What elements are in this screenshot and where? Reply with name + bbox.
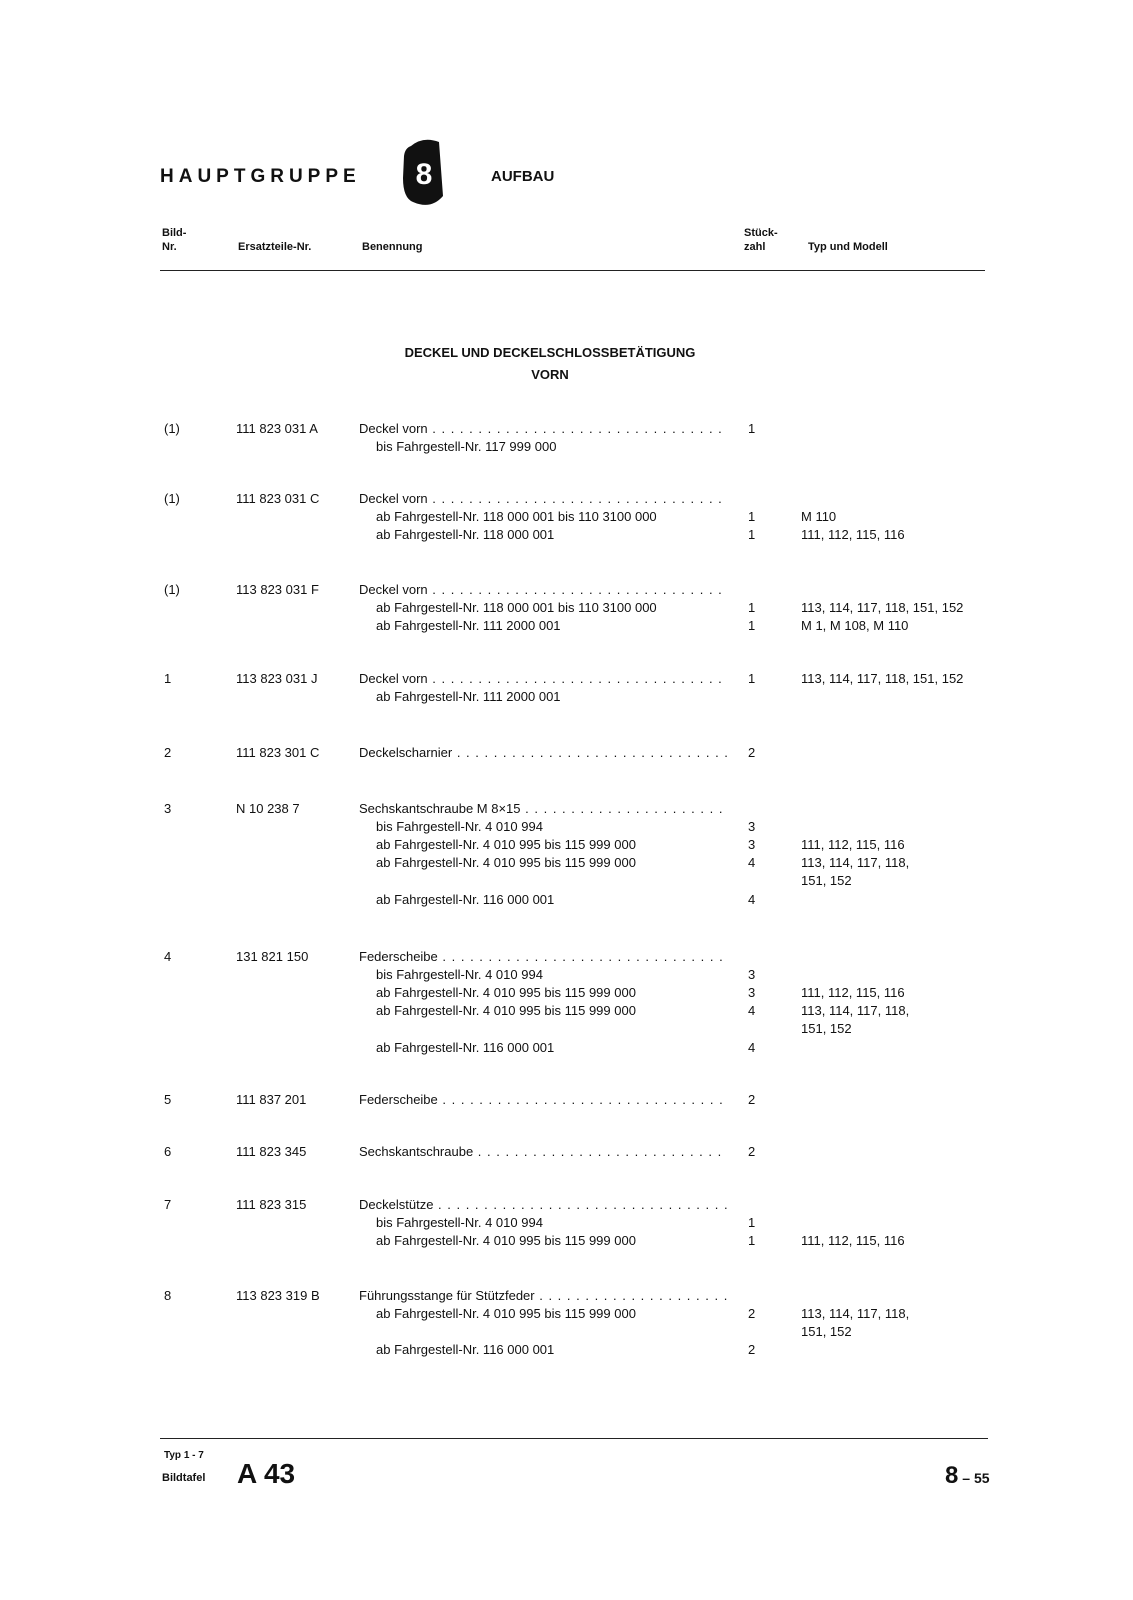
- part-designation: Führungsstange für Stützfeder . . .: [359, 1287, 728, 1305]
- group-name: AUFBAU: [491, 168, 555, 185]
- part-designation: Federscheibe . . .: [359, 1091, 728, 1109]
- quantity: 4: [748, 1003, 756, 1019]
- part-number: 111 823 031 C: [236, 491, 320, 506]
- quantity: 4: [748, 855, 756, 871]
- chassis-range: ab Fahrgestell-Nr. 4 010 995 bis 115 999 000: [376, 985, 636, 1001]
- fig-number: 4: [164, 949, 172, 964]
- type-model: 151, 152: [801, 1324, 852, 1340]
- part-number: 113 823 319 B: [236, 1288, 320, 1303]
- part-designation: Deckel vorn . . .: [359, 490, 728, 508]
- fig-number: 7: [164, 1197, 172, 1212]
- quantity: 2: [748, 745, 756, 760]
- fig-number: 6: [164, 1144, 172, 1159]
- chassis-range: ab Fahrgestell-Nr. 4 010 995 bis 115 999 000: [376, 837, 636, 853]
- group-number-badge: [401, 138, 445, 208]
- type-model: 151, 152: [801, 1021, 852, 1037]
- chassis-range: ab Fahrgestell-Nr. 4 010 995 bis 115 999 000: [376, 1306, 636, 1322]
- chassis-range: ab Fahrgestell-Nr. 111 2000 001: [376, 689, 561, 705]
- type-model: 113, 114, 117, 118, 151, 152: [801, 600, 964, 616]
- col-fig-no-line2: Nr.: [162, 241, 177, 253]
- section-title: [380, 342, 720, 386]
- col-quantity-line2: zahl: [744, 241, 766, 253]
- chassis-range: bis Fahrgestell-Nr. 117 999 000: [376, 439, 557, 455]
- part-number: 111 823 031 A: [236, 421, 318, 436]
- quantity: 3: [748, 985, 756, 1001]
- section-title-line1: DECKEL UND DECKELSCHLOSSBETÄTIGUNG: [404, 345, 696, 360]
- header-rule: [160, 270, 985, 271]
- footer-page-number: 55: [973, 1470, 990, 1486]
- part-number: 113 823 031 F: [236, 582, 319, 597]
- type-model: 113, 114, 117, 118, 151, 152: [801, 671, 964, 686]
- type-model: M 1, M 108, M 110: [801, 618, 909, 634]
- type-model: 113, 114, 117, 118,: [801, 855, 910, 871]
- main-group-title: HAUPTGRUPPE: [160, 166, 361, 187]
- fig-number: 8: [164, 1288, 172, 1303]
- chassis-range: ab Fahrgestell-Nr. 116 000 001: [376, 891, 555, 907]
- col-fig-no: [162, 226, 186, 254]
- type-model: 111, 112, 115, 116: [801, 1233, 905, 1249]
- section-title-line2: VORN: [531, 367, 569, 382]
- quantity: 1: [748, 671, 756, 686]
- quantity: 4: [748, 1039, 756, 1055]
- chassis-range: ab Fahrgestell-Nr. 4 010 995 bis 115 999 000: [376, 855, 636, 871]
- chassis-range: ab Fahrgestell-Nr. 116 000 001: [376, 1342, 555, 1358]
- chassis-range: bis Fahrgestell-Nr. 4 010 994: [376, 1215, 543, 1231]
- fig-number: 1: [164, 671, 172, 686]
- type-model: 111, 112, 115, 116: [801, 527, 905, 543]
- part-designation: Deckelstütze . . .: [359, 1196, 728, 1214]
- part-designation: Sechskantschraube . . .: [359, 1143, 728, 1161]
- type-model: 111, 112, 115, 116: [801, 985, 905, 1001]
- fig-number: (1): [164, 421, 180, 436]
- part-designation: Sechskantschraube M 8×15 . . .: [359, 800, 728, 818]
- group-number: 8: [415, 158, 433, 191]
- quantity: 1: [748, 1215, 756, 1231]
- part-number: 111 837 201: [236, 1092, 307, 1107]
- part-designation: Deckel vorn . . .: [359, 420, 728, 438]
- quantity: 1: [748, 600, 756, 616]
- type-model: 151, 152: [801, 873, 852, 889]
- col-fig-no-line1: Bild-: [162, 227, 187, 239]
- footer-bildtafel-value: A 43: [237, 1458, 296, 1489]
- fig-number: 3: [164, 801, 172, 816]
- col-quantity: [744, 226, 778, 254]
- footer-page: [945, 1462, 990, 1490]
- chassis-range: bis Fahrgestell-Nr. 4 010 994: [376, 967, 543, 983]
- type-model: 111, 112, 115, 116: [801, 837, 905, 853]
- footer-page-dash: –: [958, 1470, 974, 1486]
- quantity: 4: [748, 891, 756, 907]
- fig-number: 2: [164, 745, 172, 760]
- type-model: 113, 114, 117, 118,: [801, 1003, 910, 1019]
- quantity: 1: [748, 1233, 756, 1249]
- chassis-range: ab Fahrgestell-Nr. 118 000 001: [376, 527, 555, 543]
- fig-number: (1): [164, 491, 180, 506]
- quantity: 2: [748, 1092, 756, 1107]
- type-model: M 110: [801, 509, 837, 525]
- chassis-range: ab Fahrgestell-Nr. 4 010 995 bis 115 999 000: [376, 1003, 636, 1019]
- part-number: 111 823 301 C: [236, 745, 320, 760]
- part-number: 111 823 315: [236, 1197, 307, 1212]
- quantity: 3: [748, 819, 756, 835]
- quantity: 2: [748, 1306, 756, 1322]
- part-designation: Deckel vorn . . .: [359, 581, 728, 599]
- quantity: 3: [748, 967, 756, 983]
- footer-page-group: 8: [945, 1462, 959, 1489]
- part-number: 131 821 150: [236, 949, 309, 964]
- fig-number: (1): [164, 582, 180, 597]
- chassis-range: ab Fahrgestell-Nr. 116 000 001: [376, 1039, 555, 1055]
- col-part-number: Ersatzteile-Nr.: [238, 241, 312, 253]
- footer-bildtafel-label: Bildtafel: [162, 1472, 206, 1484]
- chassis-range: ab Fahrgestell-Nr. 111 2000 001: [376, 618, 561, 634]
- quantity: 1: [748, 527, 756, 543]
- part-designation: Deckelscharnier . . .: [359, 744, 728, 762]
- part-number: N 10 238 7: [236, 801, 300, 816]
- quantity: 2: [748, 1342, 756, 1358]
- part-number: 111 823 345: [236, 1144, 307, 1159]
- quantity: 1: [748, 618, 756, 634]
- part-number: 113 823 031 J: [236, 671, 318, 686]
- quantity: 1: [748, 509, 756, 525]
- col-designation: Benennung: [362, 241, 423, 253]
- footer-type: Typ 1 - 7: [164, 1450, 204, 1461]
- chassis-range: ab Fahrgestell-Nr. 118 000 001 bis 110 3100 000: [376, 600, 657, 616]
- footer-rule: [160, 1438, 988, 1439]
- col-type-model: Typ und Modell: [808, 241, 888, 253]
- type-model: 113, 114, 117, 118,: [801, 1306, 910, 1322]
- quantity: 3: [748, 837, 756, 853]
- quantity: 2: [748, 1144, 756, 1159]
- quantity: 1: [748, 421, 756, 436]
- fig-number: 5: [164, 1092, 172, 1107]
- col-quantity-line1: Stück-: [744, 227, 778, 239]
- chassis-range: bis Fahrgestell-Nr. 4 010 994: [376, 819, 543, 835]
- part-designation: Deckel vorn . . .: [359, 670, 728, 688]
- part-designation: Federscheibe . . .: [359, 948, 728, 966]
- chassis-range: ab Fahrgestell-Nr. 118 000 001 bis 110 3100 000: [376, 509, 657, 525]
- chassis-range: ab Fahrgestell-Nr. 4 010 995 bis 115 999 000: [376, 1233, 636, 1249]
